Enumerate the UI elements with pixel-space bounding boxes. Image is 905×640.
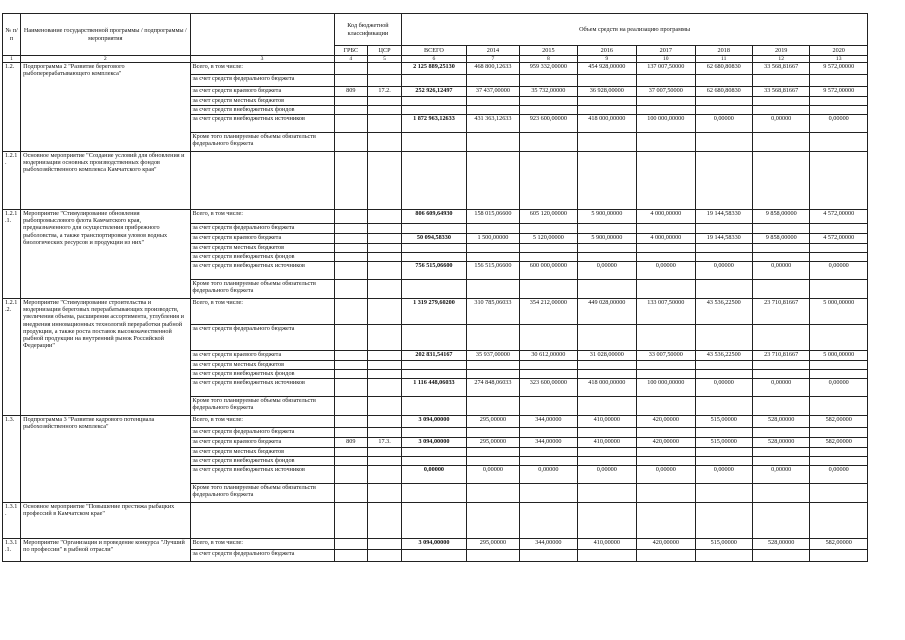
- amount-cell: 3 094,00000: [402, 438, 467, 448]
- col-index: 4: [334, 56, 367, 63]
- amount-cell: 1 500,00000: [466, 234, 519, 244]
- amount-cell: 0,00000: [695, 466, 752, 484]
- amount-cell: 600 000,00000: [520, 262, 577, 280]
- amount-cell: 354 212,00000: [520, 299, 577, 325]
- source-label: за счет средств местных бюджетов: [190, 361, 334, 370]
- header-total: ВСЕГО: [402, 46, 467, 56]
- amount-cell: 43 536,22500: [695, 299, 752, 325]
- amount-cell: 431 363,12633: [466, 115, 519, 133]
- header-year: 2016: [577, 46, 636, 56]
- header-volume: Объем средств на реализацию программы: [402, 14, 868, 46]
- amount-cell: 0,00000: [577, 466, 636, 484]
- amount-cell: 2 125 889,25130: [402, 63, 467, 75]
- amount-cell: 515,00000: [695, 416, 752, 428]
- amount-cell: 0,00000: [695, 262, 752, 280]
- header-grbs: ГРБС: [334, 46, 367, 56]
- header-num: № п/п: [3, 14, 21, 56]
- header-year: 2019: [752, 46, 809, 56]
- csr-code: 17.2.: [367, 87, 401, 97]
- amount-cell: 9 858,00000: [752, 210, 809, 224]
- amount-cell: 449 028,00000: [577, 299, 636, 325]
- amount-cell: 420,00000: [637, 539, 695, 550]
- amount-cell: 0,00000: [752, 115, 809, 133]
- source-label: за счет средств краевого бюджета: [190, 87, 334, 97]
- program-name: Мероприятие "Стимулирование строительства и модернизации береговых перерабатывающих производств, увеличения объема, расширения ассортимента, углубления и внедрения инновационных технологий переработки рыбной продукции, а также роста поставок высококачественной рыбной продукции на внутренний рынок Российской Федерации": [21, 299, 190, 416]
- program-name: Мероприятие "Организация и проведение конкурса "Лучший по профессии" в рыбной отрасли": [21, 539, 190, 562]
- source-label: Кроме того планируемые объемы обязательств федерального бюджета: [190, 280, 334, 299]
- grbs-code: 809: [334, 438, 367, 448]
- amount-cell: 37 437,00000: [466, 87, 519, 97]
- amount-cell: 0,00000: [520, 466, 577, 484]
- amount-cell: 806 609,64930: [402, 210, 467, 224]
- amount-cell: 100 000,00000: [637, 115, 695, 133]
- row-number: 1.3.1.: [3, 503, 21, 539]
- amount-cell: 23 710,81667: [752, 299, 809, 325]
- header-csr: ЦСР: [367, 46, 401, 56]
- amount-cell: 295,00000: [466, 539, 519, 550]
- row-number: 1.2.1.: [3, 152, 21, 210]
- col-index: 13: [810, 56, 868, 63]
- amount-cell: 410,00000: [577, 539, 636, 550]
- col-index: 6: [402, 56, 467, 63]
- amount-cell: 9 858,00000: [752, 234, 809, 244]
- column-index-row: [3, 56, 868, 63]
- csr-code: 17.3.: [367, 438, 401, 448]
- amount-cell: 420,00000: [637, 438, 695, 448]
- source-label: Всего, в том числе:: [190, 539, 334, 550]
- amount-cell: 418 000,00000: [577, 379, 636, 397]
- col-index: 8: [520, 56, 577, 63]
- source-label: Кроме того планируемые объемы обязательств федерального бюджета: [190, 133, 334, 152]
- col-index: 11: [695, 56, 752, 63]
- source-label: за счет средств местных бюджетов: [190, 97, 334, 106]
- amount-cell: 1 116 448,06033: [402, 379, 467, 397]
- amount-cell: 252 926,12497: [402, 87, 467, 97]
- source-label: Кроме того планируемые объемы обязательств федерального бюджета: [190, 484, 334, 503]
- amount-cell: 35 732,00000: [520, 87, 577, 97]
- row-number: 1.2.1.1.: [3, 210, 21, 299]
- source-label: за счет средств внебюджетных источников: [190, 379, 334, 397]
- source-label: за счет средств местных бюджетов: [190, 448, 334, 457]
- source-label: за счет средств краевого бюджета: [190, 234, 334, 244]
- amount-cell: 35 937,00000: [466, 351, 519, 361]
- amount-cell: 0,00000: [752, 379, 809, 397]
- header-year: 2018: [695, 46, 752, 56]
- source-label: за счет средств внебюджетных фондов: [190, 253, 334, 262]
- program-name: Основное мероприятие "Создание условий для обновления и модернизации основных производственных фондов рыбохозяйственного комплекса Камчатского края": [21, 152, 190, 210]
- amount-cell: 344,00000: [520, 416, 577, 428]
- source-label: за счет средств внебюджетных фондов: [190, 370, 334, 379]
- amount-cell: 1 872 963,12633: [402, 115, 467, 133]
- table-row: [3, 63, 868, 75]
- col-index: 1: [3, 56, 21, 63]
- amount-cell: 4 000,00000: [637, 210, 695, 224]
- amount-cell: 0,00000: [752, 466, 809, 484]
- program-name: Основное мероприятие "Повышение престижа рыбацких профессий в Камчатском крае": [21, 503, 190, 539]
- source-label: за счет средств внебюджетных источников: [190, 466, 334, 484]
- source-label: за счет средств федерального бюджета: [190, 325, 334, 351]
- amount-cell: 323 600,00000: [520, 379, 577, 397]
- source-label: за счет средств федерального бюджета: [190, 224, 334, 234]
- amount-cell: 0,00000: [810, 379, 868, 397]
- amount-cell: 295,00000: [466, 416, 519, 428]
- amount-cell: 33 568,81667: [752, 63, 809, 75]
- program-name: Мероприятие "Стимулирование обновления рыбопромыслового флота Камчатского края, предназначенного для осуществления прибрежного рыболовства, а также транспортировки уловов водных биологических ресурсов и продукции из них": [21, 210, 190, 299]
- amount-cell: 62 680,80830: [695, 63, 752, 75]
- amount-cell: 0,00000: [752, 262, 809, 280]
- amount-cell: 5 000,00000: [810, 299, 868, 325]
- amount-cell: 410,00000: [577, 438, 636, 448]
- amount-cell: 5 000,00000: [810, 351, 868, 361]
- amount-cell: 344,00000: [520, 539, 577, 550]
- amount-cell: 4 000,00000: [637, 234, 695, 244]
- col-index: 12: [752, 56, 809, 63]
- amount-cell: 0,00000: [695, 379, 752, 397]
- amount-cell: 36 928,00000: [577, 87, 636, 97]
- source-label: за счет средств федерального бюджета: [190, 75, 334, 87]
- source-label: за счет средств местных бюджетов: [190, 244, 334, 253]
- header-year: 2020: [810, 46, 868, 56]
- amount-cell: 202 831,54167: [402, 351, 467, 361]
- amount-cell: 528,00000: [752, 416, 809, 428]
- amount-cell: 19 144,58330: [695, 234, 752, 244]
- amount-cell: 0,00000: [402, 466, 467, 484]
- source-label: за счет средств федерального бюджета: [190, 550, 334, 562]
- source-label: за счет средств краевого бюджета: [190, 438, 334, 448]
- source-label: Всего, в том числе:: [190, 299, 334, 325]
- table-row: [3, 299, 868, 325]
- amount-cell: 9 572,00000: [810, 63, 868, 75]
- amount-cell: 468 800,12633: [466, 63, 519, 75]
- amount-cell: 33 568,81667: [752, 87, 809, 97]
- amount-cell: 19 144,58330: [695, 210, 752, 224]
- amount-cell: 31 028,00000: [577, 351, 636, 361]
- amount-cell: 344,00000: [520, 438, 577, 448]
- col-index: 10: [637, 56, 695, 63]
- amount-cell: 515,00000: [695, 539, 752, 550]
- source-label: Всего, в том числе:: [190, 210, 334, 224]
- amount-cell: 410,00000: [577, 416, 636, 428]
- source-label: Всего, в том числе:: [190, 416, 334, 428]
- amount-cell: 923 600,00000: [520, 115, 577, 133]
- source-label: за счет средств внебюджетных источников: [190, 115, 334, 133]
- amount-cell: 0,00000: [577, 262, 636, 280]
- amount-cell: 33 007,50000: [637, 351, 695, 361]
- amount-cell: 4 572,00000: [810, 234, 868, 244]
- program-name: Подпрограмма 2 "Развитие берегового рыбоперерабатывающего комплекса": [21, 63, 190, 152]
- amount-cell: 310 785,06033: [466, 299, 519, 325]
- header-blank: [190, 14, 334, 56]
- amount-cell: 43 536,22500: [695, 351, 752, 361]
- amount-cell: 158 015,06600: [466, 210, 519, 224]
- table-row: [3, 210, 868, 224]
- amount-cell: 5 900,00000: [577, 210, 636, 224]
- col-index: 5: [367, 56, 401, 63]
- budget-table: [2, 13, 868, 562]
- header-name: Наименование государственной программы / подпрограммы / мероприятия: [21, 14, 190, 56]
- amount-cell: 418 000,00000: [577, 115, 636, 133]
- amount-cell: 23 710,81667: [752, 351, 809, 361]
- row-number: 1.2.1.2.: [3, 299, 21, 416]
- header-code: Код бюджетной классификации: [334, 14, 402, 46]
- amount-cell: 582,00000: [810, 416, 868, 428]
- col-index: 7: [466, 56, 519, 63]
- amount-cell: 0,00000: [695, 115, 752, 133]
- amount-cell: 3 094,00000: [402, 416, 467, 428]
- amount-cell: 454 928,00000: [577, 63, 636, 75]
- amount-cell: 515,00000: [695, 438, 752, 448]
- amount-cell: 156 515,06600: [466, 262, 519, 280]
- amount-cell: 30 612,00000: [520, 351, 577, 361]
- grbs-code: 809: [334, 87, 367, 97]
- amount-cell: 420,00000: [637, 416, 695, 428]
- amount-cell: 582,00000: [810, 539, 868, 550]
- amount-cell: 0,00000: [637, 466, 695, 484]
- amount-cell: 605 120,00000: [520, 210, 577, 224]
- table-row: [3, 503, 868, 539]
- header-year: 2014: [466, 46, 519, 56]
- source-label: за счет средств внебюджетных фондов: [190, 457, 334, 466]
- amount-cell: 62 680,80830: [695, 87, 752, 97]
- table-row: [3, 152, 868, 210]
- amount-cell: 756 515,06600: [402, 262, 467, 280]
- amount-cell: 0,00000: [637, 262, 695, 280]
- col-index: 9: [577, 56, 636, 63]
- table-row: [3, 539, 868, 550]
- header-year: 2017: [637, 46, 695, 56]
- amount-cell: 5 120,00000: [520, 234, 577, 244]
- source-label: за счет средств краевого бюджета: [190, 351, 334, 361]
- amount-cell: 4 572,00000: [810, 210, 868, 224]
- row-number: 1.3.: [3, 416, 21, 503]
- table-row: [3, 416, 868, 428]
- source-label: Всего, в том числе:: [190, 63, 334, 75]
- col-index: 3: [190, 56, 334, 63]
- amount-cell: 5 900,00000: [577, 234, 636, 244]
- source-label: за счет средств федерального бюджета: [190, 428, 334, 438]
- amount-cell: 0,00000: [466, 466, 519, 484]
- amount-cell: 582,00000: [810, 438, 868, 448]
- source-label: за счет средств внебюджетных источников: [190, 262, 334, 280]
- amount-cell: 137 007,50000: [637, 63, 695, 75]
- header-year: 2015: [520, 46, 577, 56]
- amount-cell: 0,00000: [810, 262, 868, 280]
- source-label: за счет средств внебюджетных фондов: [190, 106, 334, 115]
- source-label: Кроме того планируемые объемы обязательств федерального бюджета: [190, 397, 334, 416]
- row-number: 1.3.1.1.: [3, 539, 21, 562]
- amount-cell: 528,00000: [752, 539, 809, 550]
- amount-cell: 959 332,00000: [520, 63, 577, 75]
- amount-cell: 0,00000: [810, 115, 868, 133]
- amount-cell: 295,00000: [466, 438, 519, 448]
- amount-cell: 0,00000: [810, 466, 868, 484]
- col-index: 2: [21, 56, 190, 63]
- amount-cell: 9 572,00000: [810, 87, 868, 97]
- amount-cell: 100 000,00000: [637, 379, 695, 397]
- amount-cell: 50 094,58330: [402, 234, 467, 244]
- amount-cell: 274 848,06033: [466, 379, 519, 397]
- row-number: 1.2.: [3, 63, 21, 152]
- amount-cell: 3 094,00000: [402, 539, 467, 550]
- program-name: Подпрограмма 3 "Развитие кадрового потенциала рыбохозяйственного комплекса": [21, 416, 190, 503]
- amount-cell: 133 007,50000: [637, 299, 695, 325]
- amount-cell: 37 007,50000: [637, 87, 695, 97]
- amount-cell: 1 319 279,60200: [402, 299, 467, 325]
- amount-cell: 528,00000: [752, 438, 809, 448]
